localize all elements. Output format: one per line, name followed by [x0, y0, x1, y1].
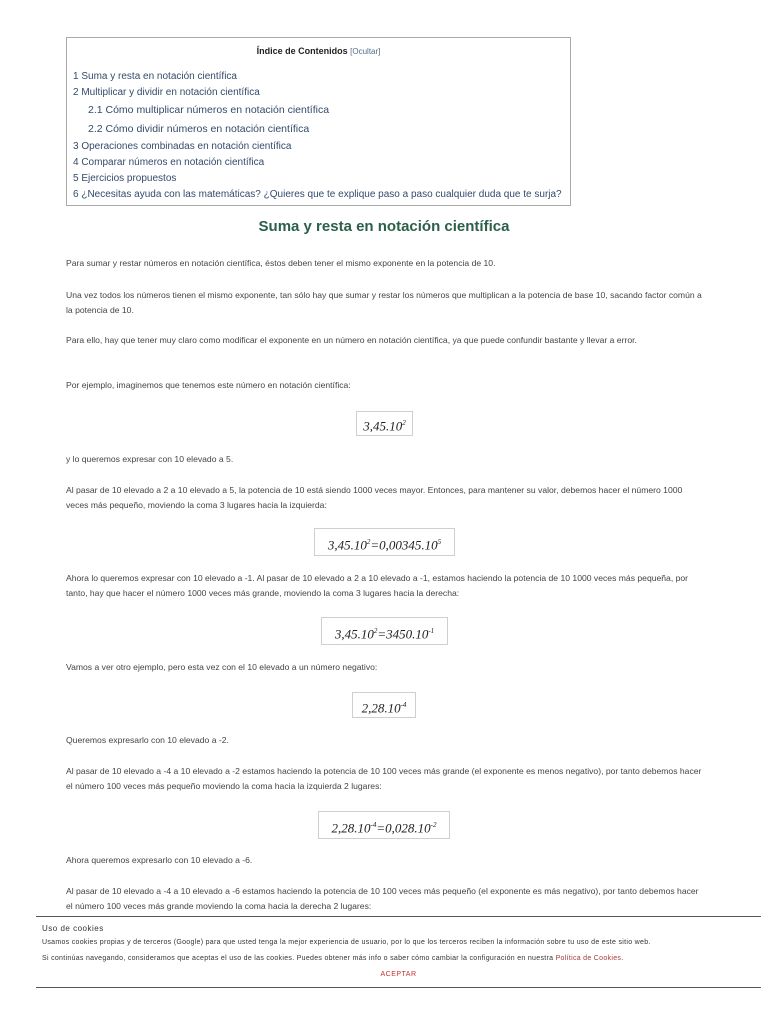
- formula-2-lhs-exp: 2: [366, 538, 371, 546]
- paragraph-9: Queremos expresarlo con 10 elevado a -2.: [66, 735, 229, 745]
- formula-5-equals: =: [376, 820, 386, 836]
- toc-item-2[interactable]: 2 Multiplicar y dividir en notación científica: [73, 87, 260, 99]
- formula-4: [352, 692, 416, 718]
- formula-5: [318, 811, 450, 839]
- formula-2-equals: =: [370, 537, 380, 553]
- formula-3: [321, 617, 448, 645]
- formula-3-equals: =: [377, 626, 387, 642]
- toc-hide-link[interactable]: [Ocultar]: [350, 47, 381, 56]
- paragraph-2: Una vez todos los números tienen el mismo exponente, tan sólo hay que sumar y restar los números que multiplican a la potencia de base 10, sacando factor común a la potencia de 10.: [66, 290, 702, 315]
- formula-4-exp: -4: [400, 701, 407, 709]
- formula-4-base: 2,28.10: [361, 700, 401, 716]
- formula-5-lhs-exp: -4: [370, 821, 377, 829]
- cookie-banner: [36, 916, 761, 988]
- toc-header: [67, 46, 570, 56]
- formula-3-lhs: 3,45.10: [334, 626, 374, 642]
- formula-2: [314, 528, 455, 556]
- paragraph-11: Ahora queremos expresarlo con 10 elevado a -6.: [66, 855, 253, 865]
- toc-list: [73, 69, 570, 204]
- formula-5-lhs: 2,28.10: [331, 820, 371, 836]
- cookie-accept-button[interactable]: ACEPTAR: [380, 971, 417, 978]
- cookie-text-line2: [42, 955, 623, 962]
- formula-2-rhs-exp: 5: [437, 538, 442, 546]
- paragraph-3: Para ello, hay que tener muy claro como modificar el exponente en un número en notación científica, ya que puede confundir bastante y llevar a error.: [66, 335, 637, 345]
- cookie-policy-link[interactable]: Política de Cookies: [555, 955, 622, 962]
- formula-5-rhs: 0,028.10: [385, 820, 431, 836]
- toc-item-1[interactable]: 1 Suma y resta en notación científica: [73, 71, 237, 82]
- toc-item-3[interactable]: 3 Operaciones combinadas en notación científica: [73, 141, 292, 153]
- formula-3-rhs: 3450.10: [386, 626, 429, 642]
- toc-item-5[interactable]: 5 Ejercicios propuestos: [73, 173, 177, 185]
- cookie-text-line2-body: Si continúas navegando, consideramos que aceptas el uso de las cookies. Puedes obtener más info o saber cómo cambiar la configuración en nuestra: [42, 955, 554, 962]
- formula-1-exp: 2: [402, 419, 406, 427]
- table-of-contents: [66, 37, 571, 206]
- paragraph-7: Ahora lo queremos expresar con 10 elevado a -1. Al pasar de 10 elevado a 2 a 10 elevado a -1, estamos haciendo la potencia de 10 1000 veces más pequeña, por tanto, hay que hacer el número 1000 veces más grande, moviendo la coma 3 lugares hacia la derecha:: [66, 573, 689, 598]
- formula-2-lhs: 3,45.10: [327, 537, 367, 553]
- formula-2-rhs: 0,00345.10: [379, 537, 438, 553]
- formula-5-rhs-exp: -2: [430, 821, 437, 829]
- toc-item-2-2[interactable]: 2.2 Cómo dividir números en notación científica: [88, 123, 310, 136]
- formula-1: [356, 411, 413, 436]
- paragraph-10: Al pasar de 10 elevado a -4 a 10 elevado a -2 estamos haciendo la potencia de 10 100 veces más grande (el exponente es menos negativo), por tanto debemos hacer el número 100 veces más pequeño moviendo la coma hacia la izquierda 2 lugares:: [66, 766, 702, 791]
- formula-3-lhs-exp: 2: [373, 627, 378, 635]
- paragraph-8: Vamos a ver otro ejemplo, pero esta vez con el 10 elevado a un número negativo:: [66, 662, 378, 672]
- paragraph-4: Por ejemplo, imaginemos que tenemos este número en notación científica:: [66, 380, 351, 390]
- formula-1-base: 3,45.10: [363, 418, 403, 434]
- paragraph-6: Al pasar de 10 elevado a 2 a 10 elevado a 5, la potencia de 10 está siendo 1000 veces mayor. Entonces, para mantener su valor, debemos hacer el número 1000 veces más pequeño, moviendo la coma 3 lugares hacia la izquierda:: [66, 485, 683, 510]
- paragraph-1: Para sumar y restar números en notación científica, éstos deben tener el mismo exponente en la potencia de 10.: [66, 258, 496, 268]
- toc-title: Índice de Contenidos: [256, 46, 348, 56]
- toc-item-6[interactable]: 6 ¿Necesitas ayuda con las matemáticas? ¿Quieres que te explique paso a paso cualquier duda que te surja?: [73, 189, 562, 201]
- section-title: Suma y resta en notación científica: [258, 218, 510, 235]
- cookie-text-line1: Usamos cookies propias y de terceros (Google) para que usted tenga la mejor experiencia de usuario, por lo que los terceros reciben la información sobre tu uso de este sitio web.: [42, 939, 651, 946]
- toc-item-2-1[interactable]: 2.1 Cómo multiplicar números en notación científica: [88, 104, 330, 117]
- formula-3-rhs-exp: -1: [428, 627, 435, 635]
- cookie-title: Uso de cookies: [42, 924, 104, 933]
- toc-item-4[interactable]: 4 Comparar números en notación científica: [73, 157, 265, 169]
- paragraph-5: y lo queremos expresar con 10 elevado a 5.: [66, 454, 234, 464]
- cookie-text-line2-end: .: [621, 955, 624, 962]
- paragraph-12: Al pasar de 10 elevado a -4 a 10 elevado a -6 estamos haciendo la potencia de 10 100 veces más pequeño (el exponente es más negativo), por tanto debemos hacer el número 100 veces más grande moviendo la coma hacia la derecha 2 lugares:: [66, 886, 699, 911]
